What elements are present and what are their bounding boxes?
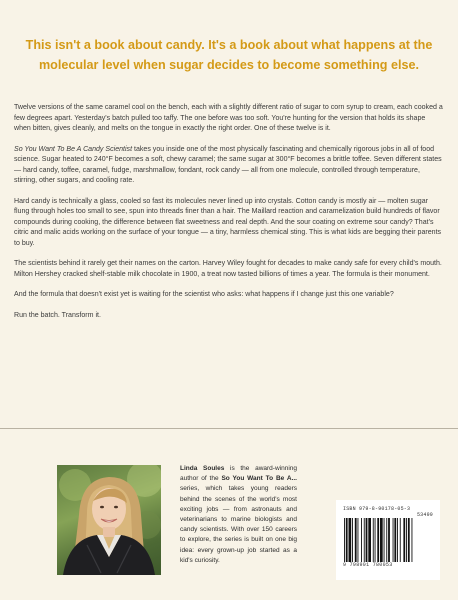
blurb-paragraph-6: Run the batch. Transform it.	[14, 311, 101, 319]
blurb-paragraph-1: Twelve versions of the same caramel cool on the bench, each with a slightly different ratio of sugar to corn syrup to cream, each cooked a few degrees apart. Yesterday's batch pulled too taffy. The one before was too soft. You're hunting for the version that holds its shape when bitten, gives cleanly, and melts on the tongue in exactly the right order. One of these twelve is it.	[14, 104, 443, 132]
author-name: Linda Soules	[180, 465, 225, 472]
isbn-barcode	[336, 500, 440, 580]
blurb-paragraph-3: Hard candy is technically a glass, cooled so fast its molecules never lined up into crystals. Cotton candy is mostly air — molten sugar flung through holes too small to see, spun into threads finer than a hair. The Maillard reaction and caramelization build hundreds of flavor compounds during cooking, the difference between flat sweetness and real depth. And the sour coating on extreme sour candy? That's citric and malic acids working on the surface of your tongue — a tiny, harmless chemical sting. This is what kids are begging their parents to buy.	[14, 197, 442, 247]
cover-headline: This isn't a book about candy. It's a book about what happens at the molecular level when sugar decides to become something else.	[25, 38, 433, 72]
author-photo	[57, 465, 161, 575]
barcode-number: 9 798901 780053	[343, 562, 393, 568]
blurb-paragraph-2	[14, 145, 444, 187]
author-bio	[180, 464, 297, 566]
book-title-italic: So You Want To Be A Candy Scientist	[14, 145, 133, 153]
author-bio-mid: is the award-winning author of the	[180, 465, 297, 483]
author-bio-rest: series, which takes young readers behind the scenes of the world's most exciting jobs — from astronauts and veterinarians to marine biologists and candy scientists. With over 150 careers to explore, the series is built on one big idea: every grown-up job started as a kid's curiosity.	[180, 485, 297, 564]
isbn-label-row	[343, 506, 433, 518]
author-portrait-illustration	[57, 465, 161, 575]
author-series: So You Want To Be A...	[221, 475, 297, 483]
price-code: 53499	[416, 512, 433, 518]
blurb	[14, 103, 444, 331]
section-divider	[0, 428, 458, 429]
barcode-bars	[343, 518, 433, 562]
blurb-paragraph-5: And the formula that doesn't exist yet is waiting for the scientist who asks: what happens if I change just this one variable?	[14, 291, 394, 298]
blurb-paragraph-4: The scientists behind it rarely get their names on the carton. Harvey Wiley fought for decades to make candy safe for every child's mouth. Milton Hershey cracked shelf-stable milk chocolate in 1900, a treat now tasted billions of times a year. The formula is their monument.	[14, 260, 442, 278]
blurb-paragraph-2-rest: takes you inside one of the most physically fascinating and chemically rigorous jobs in all of food science. Sugar heated to 240°F becomes a soft, chewy caramel; the same sugar at 300°F becomes a brittle toffee. Seven different states — hard candy, toffee, caramel, fudge, marshmallow, fondant, rock candy — all from one molecule, controlled through temperature, stirring, other sugars, and cooling rate.	[14, 145, 442, 184]
isbn-label: ISBN 979-8-90178-05-3	[343, 506, 411, 512]
